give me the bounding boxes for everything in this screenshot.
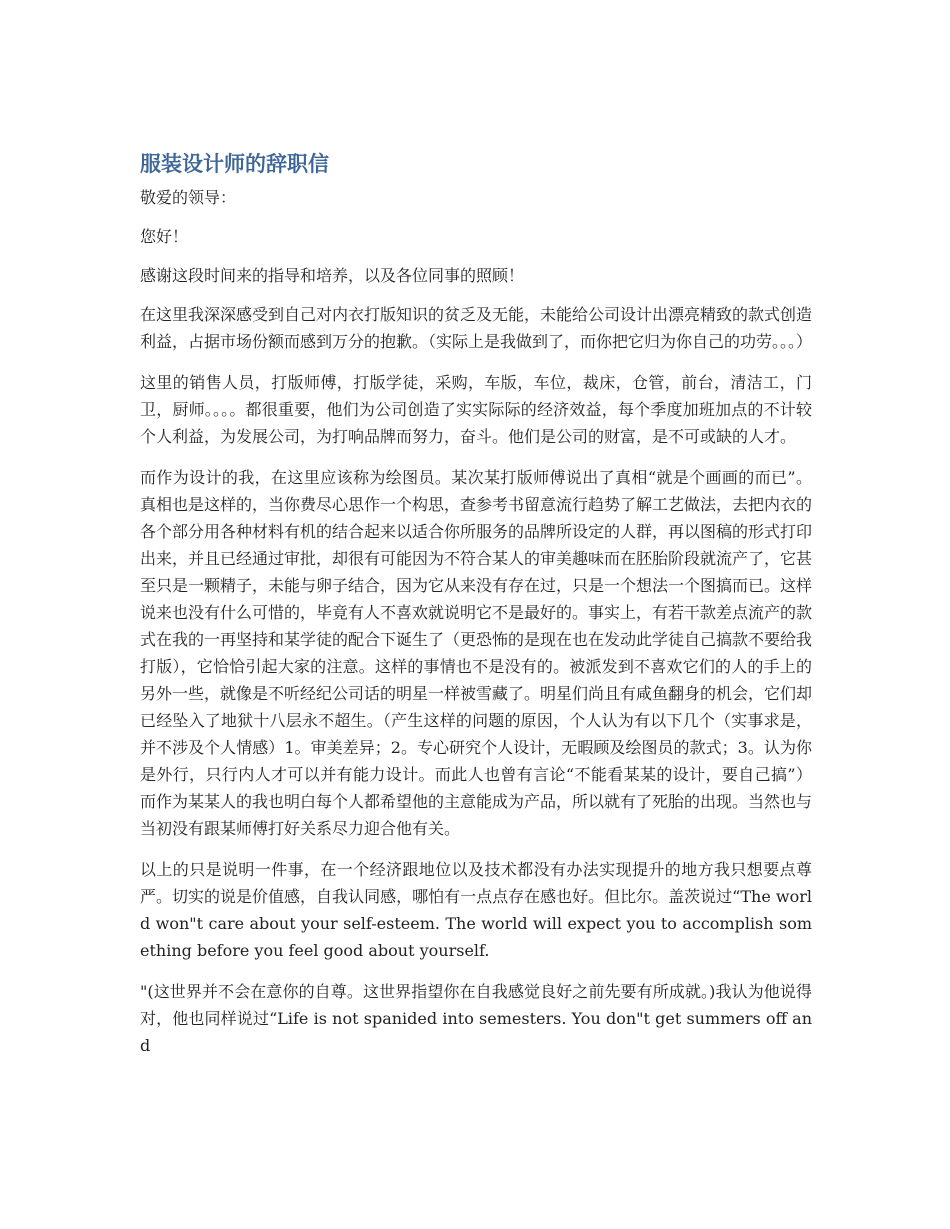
body-paragraph: 在这里我深深感受到自己对内衣打版知识的贫乏及无能，未能给公司设计出漂亮精致的款式创造利益，占据市场份额而感到万分的抱歉。（实际上是我做到了，而你把它归为你自己的功劳。。。） xyxy=(140,305,813,351)
body-paragraph: "(这世界并不会在意你的自尊。这世界指望你在自我感觉良好之前先要有所成就。)我认为他说得对，他也同样说过“Life is not spanided into semesters. You don"t get summers off and xyxy=(140,982,812,1055)
document-page xyxy=(140,148,812,1073)
body-paragraph: 以上的只是说明一件事，在一个经济跟地位以及技术都没有办法实现提升的地方我只想要点尊严。切实的说是价值感，自我认同感，哪怕有一点点存在感也好。但比尔。盖茨说过“The world won"t care about your self-esteem. The world will expect you to accomplish something before you feel good about yourself. xyxy=(140,860,812,960)
greeting: 您好！ xyxy=(140,227,189,246)
body-paragraph: 而作为设计的我，在这里应该称为绘图员。某次某打版师傅说出了真相“就是个画画的而已”。真相也是这样的，当你费尽心思作一个构思，查参考书留意流行趋势了解工艺做法，去把内衣的各个部分用各种材料有机的结合起来以适合你所服务的品牌所设定的人群，再以图稿的形式打印出来，并且已经通过审批，却很有可能因为不符合某人的审美趣味而在胚胎阶段就流产了，它甚至只是一颗精子，未能与卵子结合，因为它从来没有存在过，只是一个想法一个图搞而已。这样说来也没有什么可惜的，毕竟有人不喜欢就说明它不是最好的。事实上，有若干款差点流产的款式在我的一再坚持和某学徒的配合下诞生了（更恐怖的是现在也在发动此学徒自己搞款不要给我打版），它恰恰引起大家的注意。这样的事情也不是没有的。被派发到不喜欢它们的人的手上的另外一些，就像是不听经纪公司话的明星一样被雪藏了。明星们尚且有咸鱼翻身的机会，它们却已经坠入了地狱十八层永不超生。（产生这样的问题的原因，个人认为有以下几个（实事求是，并不涉及个人情感）1。审美差异；2。专心研究个人设计，无暇顾及绘图员的款式；3。认为你是外行，只行内人才可以并有能力设计。而此人也曾有言论“不能看某某的设计，要自己搞”）而作为某某人的我也明白每个人都希望他的主意能成为产品，所以就有了死胎的出现。当然也与当初没有跟某师傅打好关系尽力迎合他有关。 xyxy=(140,468,813,838)
salutation: 敬爱的领导： xyxy=(140,188,237,207)
document-title: 服装设计师的辞职信 xyxy=(140,152,329,176)
body-paragraph: 这里的销售人员，打版师傅，打版学徒，采购，车版，车位，裁床，仓管，前台，清洁工，门卫，厨师。。。。都很重要，他们为公司创造了实实际际的经济效益，每个季度加班加点的不计较个人利益，为发展公司，为打响品牌而努力，奋斗。他们是公司的财富，是不可或缺的人才。 xyxy=(140,373,812,446)
thanks-paragraph: 感谢这段时间来的指导和培养，以及各位同事的照顾！ xyxy=(140,266,525,285)
